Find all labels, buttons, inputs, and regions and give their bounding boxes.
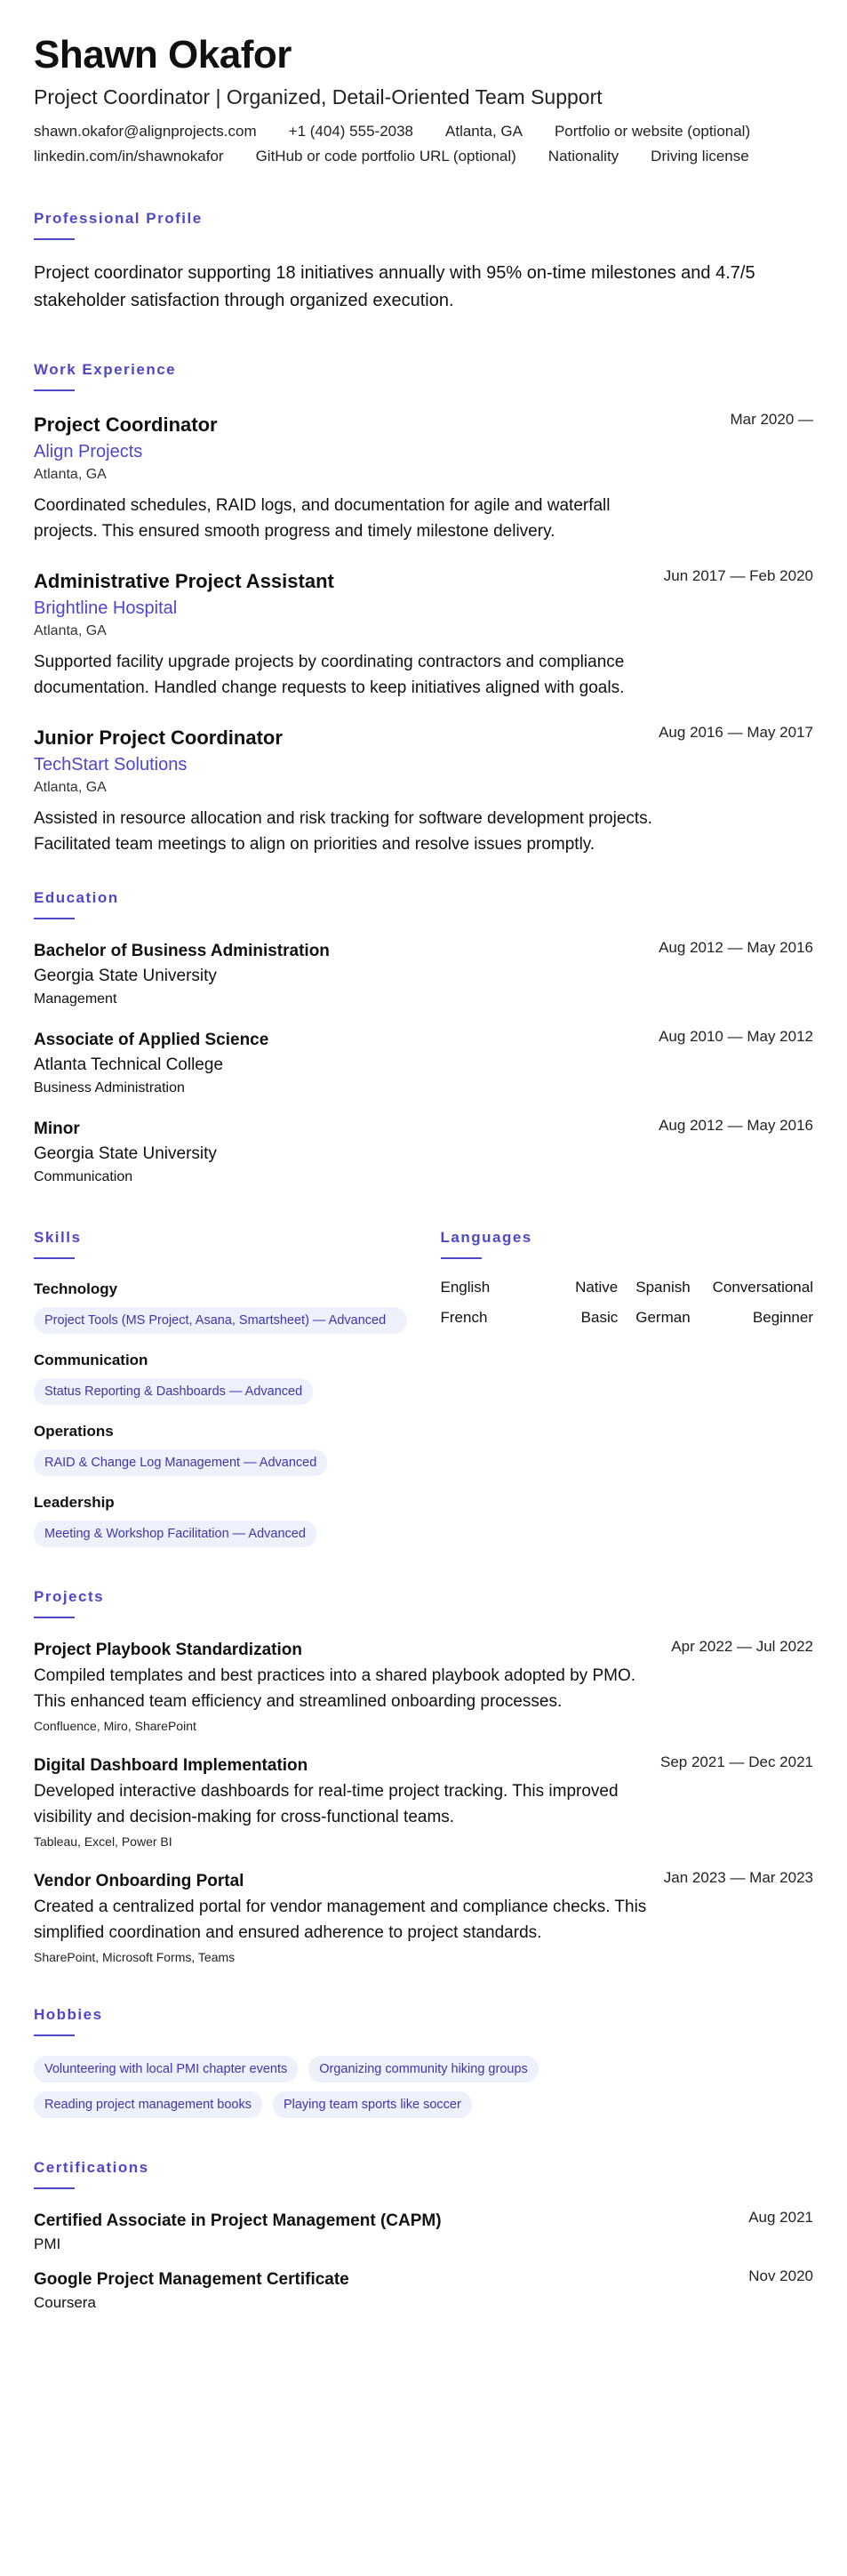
section-divider bbox=[34, 1257, 75, 1259]
project-description: Created a centralized portal for vendor management and compliance checks. This simplified coordination and ensured adherence to project standards. bbox=[34, 1898, 647, 1942]
school-name: Georgia State University bbox=[34, 967, 217, 985]
entry-date: Aug 2021 bbox=[748, 2209, 813, 2226]
contact-location: Atlanta, GA bbox=[445, 123, 523, 140]
section-title: Professional Profile bbox=[34, 210, 203, 227]
field-of-study: Business Administration bbox=[34, 1080, 185, 1095]
section-title: Work Experience bbox=[34, 361, 177, 378]
language-item bbox=[635, 1309, 813, 1327]
entry-date: Aug 2016 — May 2017 bbox=[659, 724, 813, 741]
job-company: Align Projects bbox=[34, 442, 143, 461]
entry-date: Apr 2022 — Jul 2022 bbox=[671, 1638, 813, 1655]
skill-category: Leadership bbox=[34, 1494, 115, 1511]
language-item bbox=[441, 1309, 619, 1327]
education-entry bbox=[34, 1117, 813, 1188]
section-title: Hobbies bbox=[34, 2006, 103, 2023]
hobby-chip: Reading project management books bbox=[34, 2091, 262, 2118]
job-title: Project Coordinator bbox=[34, 413, 218, 436]
project-title: Digital Dashboard Implementation bbox=[34, 1756, 308, 1775]
field-of-study: Communication bbox=[34, 1169, 133, 1184]
language-level: Basic bbox=[580, 1309, 619, 1326]
section-title: Certifications bbox=[34, 2159, 149, 2176]
experience-entry bbox=[34, 724, 813, 857]
section-divider bbox=[34, 1617, 75, 1618]
language-item bbox=[635, 1279, 813, 1296]
language-name: Spanish bbox=[635, 1279, 691, 1296]
skill-chip: Meeting & Workshop Facilitation — Advanced bbox=[34, 1521, 316, 1547]
education-section bbox=[34, 889, 813, 1188]
project-title: Project Playbook Standardization bbox=[34, 1641, 302, 1659]
project-description: Compiled templates and best practices into a shared playbook adopted by PMO. This enhanced team efficiency and streamlined onboarding processes. bbox=[34, 1666, 635, 1711]
candidate-name: Shawn Okafor bbox=[34, 33, 292, 76]
school-name: Georgia State University bbox=[34, 1144, 217, 1163]
hobby-chip: Playing team sports like soccer bbox=[273, 2091, 472, 2118]
skills-languages-row bbox=[34, 1229, 813, 1547]
project-entry bbox=[34, 1753, 813, 1851]
language-level: Conversational bbox=[712, 1279, 813, 1296]
degree-title: Bachelor of Business Administration bbox=[34, 942, 330, 960]
language-name: English bbox=[440, 1279, 491, 1296]
contact-nationality: Nationality bbox=[547, 148, 619, 165]
certification-entry bbox=[34, 2267, 813, 2314]
section-title: Projects bbox=[34, 1588, 105, 1605]
section-divider bbox=[34, 389, 75, 391]
hobby-chip: Organizing community hiking groups bbox=[308, 2056, 539, 2082]
project-tools: SharePoint, Microsoft Forms, Teams bbox=[34, 1950, 236, 1964]
entry-date: Jan 2023 — Mar 2023 bbox=[663, 1869, 813, 1886]
job-description: Supported facility upgrade projects by coordinating contractors and compliance documentation. Handled change requests to keep initiatives aligned with goals. bbox=[34, 653, 625, 697]
profile-summary: Project coordinator supporting 18 initiatives annually with 95% on-time milestones and 4.7/5 stakeholder satisfaction through organized execution. bbox=[34, 263, 755, 310]
hobbies-section bbox=[34, 2006, 813, 2118]
section-divider bbox=[34, 2034, 75, 2036]
degree-title: Associate of Applied Science bbox=[34, 1031, 269, 1049]
contact-list bbox=[34, 123, 780, 165]
certifications-section bbox=[34, 2159, 813, 2314]
entry-date: Jun 2017 — Feb 2020 bbox=[663, 567, 813, 584]
language-name: German bbox=[635, 1309, 691, 1326]
certification-title: Google Project Management Certificate bbox=[34, 2270, 349, 2289]
skill-chip: RAID & Change Log Management — Advanced bbox=[34, 1449, 327, 1476]
profile-section bbox=[34, 210, 813, 315]
experience-entry bbox=[34, 567, 813, 701]
project-tools: Confluence, Miro, SharePoint bbox=[34, 1719, 196, 1733]
entry-date: Nov 2020 bbox=[748, 2267, 813, 2284]
languages-grid bbox=[441, 1279, 814, 1327]
school-name: Atlanta Technical College bbox=[34, 1055, 224, 1074]
degree-title: Minor bbox=[34, 1119, 80, 1138]
section-title: Education bbox=[34, 889, 119, 906]
skill-chip: Project Tools (MS Project, Asana, Smartsheet) — Advanced bbox=[34, 1307, 407, 1334]
language-name: French bbox=[440, 1309, 488, 1326]
project-entry bbox=[34, 1869, 813, 1967]
job-location: Atlanta, GA bbox=[34, 623, 107, 638]
job-title: Junior Project Coordinator bbox=[34, 726, 283, 749]
job-location: Atlanta, GA bbox=[34, 780, 107, 795]
section-divider bbox=[34, 918, 75, 919]
skills-section bbox=[34, 1229, 407, 1547]
languages-section bbox=[441, 1229, 814, 1547]
job-location: Atlanta, GA bbox=[34, 467, 107, 482]
job-description: Assisted in resource allocation and risk tracking for software development projects. Facilitated team meetings to align on priorities and resolve issues promptly. bbox=[34, 809, 652, 854]
section-title: Languages bbox=[440, 1229, 532, 1246]
job-title: Administrative Project Assistant bbox=[34, 570, 334, 592]
language-level: Native bbox=[575, 1279, 619, 1296]
language-level: Beginner bbox=[752, 1309, 813, 1326]
project-title: Vendor Onboarding Portal bbox=[34, 1872, 244, 1890]
skill-category: Communication bbox=[34, 1352, 148, 1368]
section-divider bbox=[34, 2187, 75, 2189]
section-divider bbox=[34, 238, 75, 240]
candidate-headline: Project Coordinator | Organized, Detail-Oriented Team Support bbox=[34, 85, 603, 108]
skill-chip: Status Reporting & Dashboards — Advanced bbox=[34, 1378, 313, 1405]
hobby-list bbox=[34, 2056, 656, 2118]
section-title: Skills bbox=[34, 1229, 82, 1246]
hobby-chip: Volunteering with local PMI chapter events bbox=[34, 2056, 298, 2082]
certification-issuer: PMI bbox=[34, 2235, 61, 2252]
entry-date: Sep 2021 — Dec 2021 bbox=[659, 1753, 813, 1770]
job-description: Coordinated schedules, RAID logs, and documentation for agile and waterfall projects. This ensured smooth progress and timely milestone delivery. bbox=[34, 496, 611, 541]
contact-driving-license: Driving license bbox=[651, 148, 749, 165]
certification-title: Certified Associate in Project Management (CAPM) bbox=[34, 2211, 442, 2230]
contact-portfolio[interactable]: Portfolio or website (optional) bbox=[554, 123, 751, 140]
contact-linkedin[interactable]: linkedin.com/in/shawnokafor bbox=[34, 148, 224, 165]
contact-phone[interactable]: +1 (404) 555-2038 bbox=[288, 123, 414, 140]
skill-category: Technology bbox=[34, 1280, 118, 1297]
experience-entry bbox=[34, 411, 813, 544]
entry-date: Aug 2010 — May 2012 bbox=[659, 1028, 813, 1045]
entry-date: Aug 2012 — May 2016 bbox=[659, 1117, 813, 1134]
certification-entry bbox=[34, 2209, 813, 2255]
section-divider bbox=[441, 1257, 482, 1259]
education-entry bbox=[34, 939, 813, 1010]
skill-category: Operations bbox=[34, 1423, 114, 1440]
job-company: TechStart Solutions bbox=[34, 755, 188, 774]
project-entry bbox=[34, 1638, 813, 1736]
education-entry bbox=[34, 1028, 813, 1099]
entry-date: Aug 2012 — May 2016 bbox=[659, 939, 813, 956]
job-company: Brightline Hospital bbox=[34, 598, 178, 618]
project-tools: Tableau, Excel, Power BI bbox=[34, 1834, 172, 1849]
projects-section bbox=[34, 1588, 813, 1967]
certification-issuer: Coursera bbox=[34, 2294, 96, 2311]
contact-email[interactable]: shawn.okafor@alignprojects.com bbox=[34, 123, 257, 140]
experience-section bbox=[34, 361, 813, 857]
resume-header bbox=[34, 32, 813, 165]
entry-date: Mar 2020 — bbox=[730, 411, 813, 428]
contact-github[interactable]: GitHub or code portfolio URL (optional) bbox=[255, 148, 516, 165]
project-description: Developed interactive dashboards for real-time project tracking. This improved visibility and decision-making for cross-functional teams. bbox=[34, 1782, 619, 1826]
language-item bbox=[441, 1279, 619, 1296]
field-of-study: Management bbox=[34, 991, 117, 1007]
